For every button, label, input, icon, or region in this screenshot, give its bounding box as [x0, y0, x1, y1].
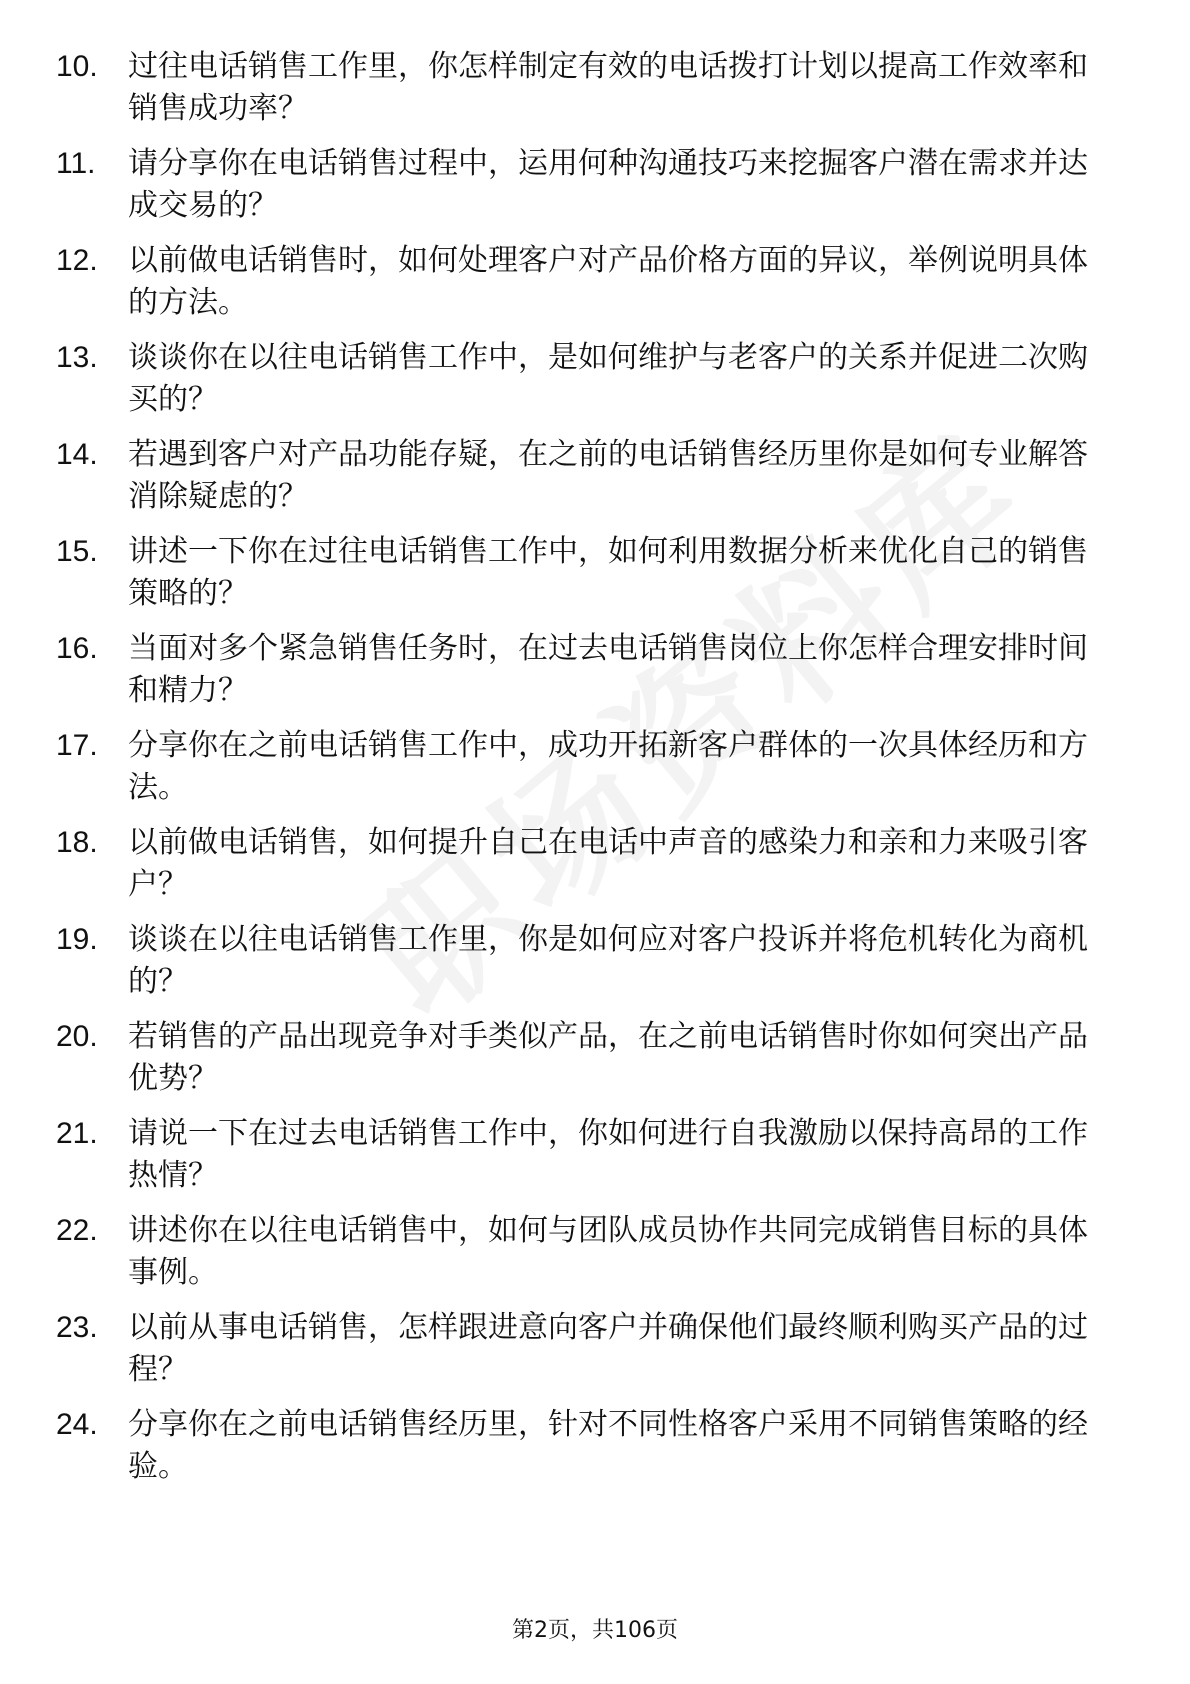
question-item	[56, 240, 1116, 324]
question-item	[56, 1113, 1116, 1197]
question-number: 24.	[56, 1408, 98, 1441]
question-text: 若遇到客户对产品功能存疑，在之前的电话销售经历里你是如何专业解答消除疑虑的？	[128, 437, 1088, 514]
question-text: 以前从事电话销售，怎样跟进意向客户并确保他们最终顺利购买产品的过程？	[128, 1310, 1088, 1387]
question-number: 18.	[56, 826, 98, 859]
page-number-label: 第2页，共106页	[512, 1618, 678, 1643]
question-item	[56, 628, 1116, 712]
question-item	[56, 46, 1116, 130]
question-text: 分享你在之前电话销售工作中，成功开拓新客户群体的一次具体经历和方法。	[128, 728, 1088, 805]
question-number: 17.	[56, 729, 98, 762]
question-text: 谈谈你在以往电话销售工作中，是如何维护与老客户的关系并促进二次购买的？	[128, 340, 1088, 417]
question-item	[56, 1404, 1116, 1488]
question-text: 以前做电话销售时，如何处理客户对产品价格方面的异议，举例说明具体的方法。	[128, 243, 1088, 320]
question-text: 讲述一下你在过往电话销售工作中，如何利用数据分析来优化自己的销售策略的？	[128, 534, 1088, 611]
question-item	[56, 1307, 1116, 1391]
question-text: 讲述你在以往电话销售中，如何与团队成员协作共同完成销售目标的具体事例。	[128, 1213, 1088, 1290]
question-number: 21.	[56, 1117, 98, 1150]
page-footer	[0, 1616, 1190, 1646]
question-item	[56, 143, 1116, 227]
question-text: 请说一下在过去电话销售工作中，你如何进行自我激励以保持高昂的工作热情？	[128, 1116, 1088, 1193]
question-number: 22.	[56, 1214, 98, 1247]
question-text: 谈谈在以往电话销售工作里，你是如何应对客户投诉并将危机转化为商机的？	[128, 922, 1088, 999]
question-number: 15.	[56, 535, 98, 568]
question-number: 13.	[56, 341, 98, 374]
question-item	[56, 531, 1116, 615]
question-item	[56, 337, 1116, 421]
question-text: 过往电话销售工作里，你怎样制定有效的电话拨打计划以提高工作效率和销售成功率？	[128, 49, 1088, 126]
question-item	[56, 822, 1116, 906]
question-number: 10.	[56, 50, 98, 83]
question-number: 23.	[56, 1311, 98, 1344]
question-number: 16.	[56, 632, 98, 665]
question-text: 分享你在之前电话销售经历里，针对不同性格客户采用不同销售策略的经验。	[128, 1407, 1088, 1484]
question-item	[56, 434, 1116, 518]
question-number: 12.	[56, 244, 98, 277]
question-number: 14.	[56, 438, 98, 471]
question-number: 11.	[56, 147, 96, 180]
question-text: 当面对多个紧急销售任务时，在过去电话销售岗位上你怎样合理安排时间和精力？	[128, 631, 1088, 708]
question-list	[56, 46, 1116, 1501]
question-text: 以前做电话销售，如何提升自己在电话中声音的感染力和亲和力来吸引客户？	[128, 825, 1088, 902]
question-number: 19.	[56, 923, 98, 956]
question-item	[56, 1210, 1116, 1294]
question-text: 若销售的产品出现竞争对手类似产品，在之前电话销售时你如何突出产品优势？	[128, 1019, 1088, 1096]
question-item	[56, 725, 1116, 809]
question-item	[56, 919, 1116, 1003]
question-text: 请分享你在电话销售过程中，运用何种沟通技巧来挖掘客户潜在需求并达成交易的？	[128, 146, 1088, 223]
question-number: 20.	[56, 1020, 98, 1053]
question-item	[56, 1016, 1116, 1100]
